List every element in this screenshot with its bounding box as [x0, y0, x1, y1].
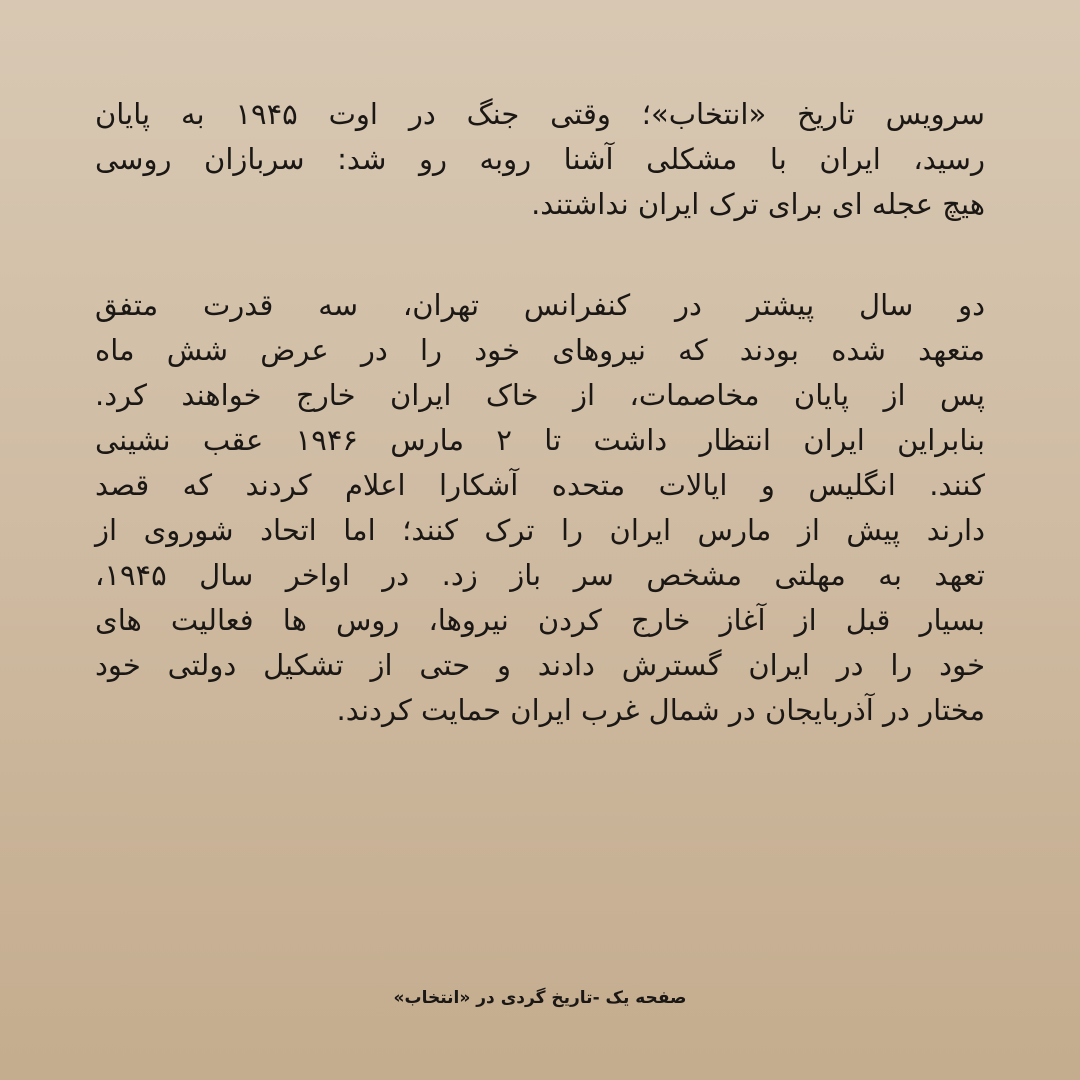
text-line: رسید، ایران با مشکلی آشنا روبه رو شد: سربازان روسی — [95, 142, 985, 176]
text-line: خود را در ایران گسترش دادند و حتی از تشکیل دولتی خود — [95, 648, 985, 682]
text-line: پس از پایان مخاصمات، از خاک ایران خارج خواهند کرد. — [95, 378, 985, 412]
page-footer: صفحه یک -تاریخ گردی در «انتخاب» — [393, 988, 687, 1008]
text-line: سرویس تاریخ «انتخاب»؛ وقتی جنگ در اوت ۱۹۴۵ به پایان — [95, 97, 985, 131]
text-line: بنابراین ایران انتظار داشت تا ۲ مارس ۱۹۴۶ عقب نشینی — [95, 423, 985, 457]
text-line: مختار در آذربایجان در شمال غرب ایران حمایت کردند. — [336, 693, 985, 727]
text-line: کنند. انگلیس و ایالات متحده آشکارا اعلام کردند که قصد — [95, 468, 985, 502]
paragraph-2 — [95, 283, 985, 733]
text-line: بسیار قبل از آغاز خارج کردن نیروها، روس ها فعالیت های — [95, 603, 985, 637]
text-line: دارند پیش از مارس ایران را ترک کنند؛ اما اتحاد شوروی از — [95, 513, 985, 547]
text-line: هیچ عجله ای برای ترک ایران نداشتند. — [531, 187, 985, 221]
paragraph-1 — [95, 92, 985, 227]
text-line: دو سال پیشتر در کنفرانس تهران، سه قدرت متفق — [95, 288, 985, 322]
article-body — [95, 92, 985, 789]
text-line: تعهد به مهلتی مشخص سر باز زد. در اواخر سال ۱۹۴۵، — [95, 558, 985, 592]
text-line: متعهد شده بودند که نیروهای خود را در عرض شش ماه — [95, 333, 985, 367]
